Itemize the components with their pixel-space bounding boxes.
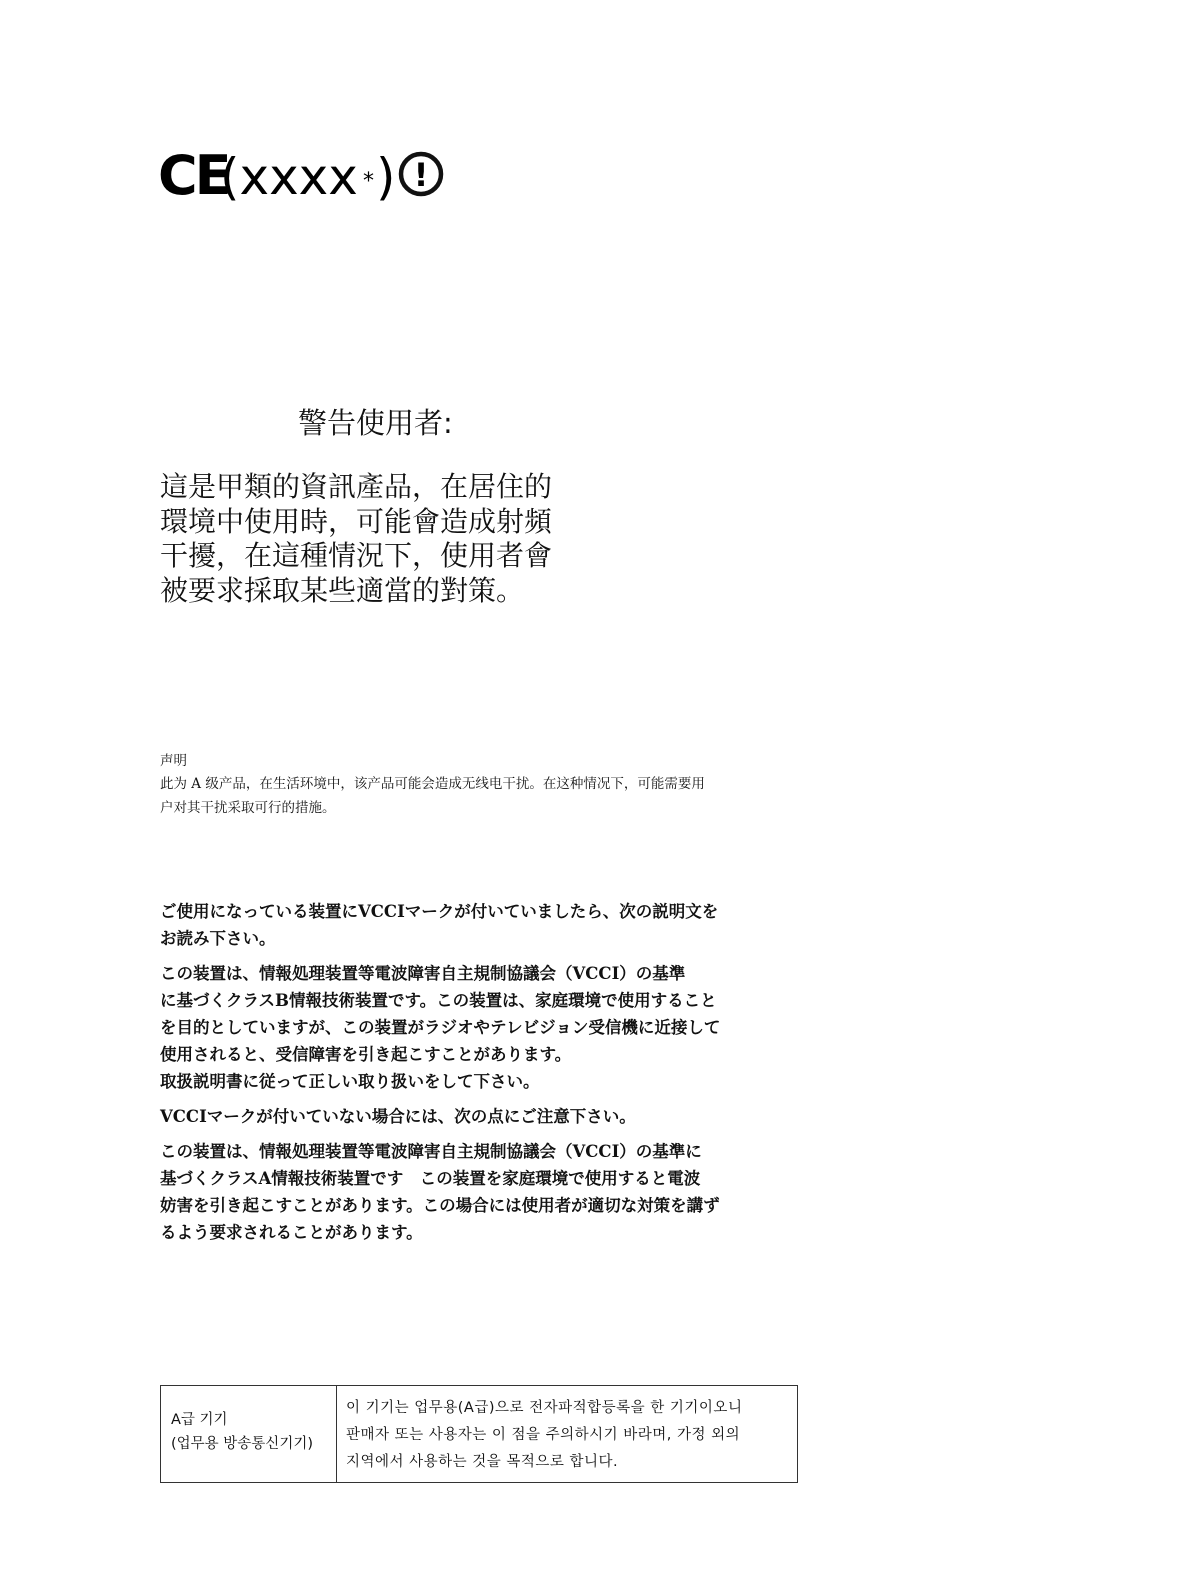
japan-notice-line: 取扱説明書に従って正しい取り扱いをして下さい。 — [160, 1072, 540, 1091]
alert-glyph: ! — [413, 156, 429, 194]
korea-notice-line: 이 기기는 업무용(A급)으로 전자파적합등록을 한 기기이오니 — [346, 1400, 743, 1416]
taiwan-notice-title: 警告使用者: — [298, 406, 453, 440]
korea-notice-line: 판매자 또는 사용자는 이 점을 주의하시기 바라며, 가정 외의 — [346, 1427, 741, 1443]
ce-asterisk: * — [363, 169, 374, 194]
japan-notice-line: に基づくクラスB情報技術装置です。この装置は、家庭環境で使用すること — [160, 991, 717, 1010]
korea-notice-text-cell — [337, 1386, 797, 1482]
ce-mark-logo — [158, 146, 458, 216]
korea-notice-line: 지역에서 사용하는 것을 목적으로 합니다. — [346, 1454, 619, 1470]
ce-notified-body-number: (xxxx — [220, 148, 358, 206]
taiwan-notice-line: 這是甲類的資訊產品，在居住的 — [160, 470, 553, 503]
china-notice — [160, 750, 780, 820]
japan-notice-line: 基づくクラスA情報技術装置です この装置を家庭環境で使用すると電波 — [160, 1169, 701, 1188]
ce-close-paren: ) — [376, 148, 396, 206]
korea-class-sublabel: (업무용 방송통신기기) — [171, 1436, 313, 1452]
korea-notice-table — [160, 1385, 798, 1483]
japan-notice-line: この装置は、情報処理装置等電波障害自主規制協議会（VCCI）の基準に — [160, 1142, 702, 1161]
china-notice-line: 此为 A 级产品，在生活环境中，该产品可能会造成无线电干扰。在这种情况下，可能需要用 — [160, 776, 705, 792]
japan-notice-line: この装置は、情報処理装置等電波障害自主規制協議会（VCCI）の基準 — [160, 964, 686, 983]
japan-notice-paragraph — [160, 960, 780, 1095]
china-notice-line: 户对其干扰采取可行的措施。 — [160, 800, 336, 816]
japan-notice-line: ご使用になっている装置にVCCIマークが付いていましたら、次の説明文を — [160, 902, 719, 921]
japan-vcci-notice — [160, 898, 780, 1254]
japan-notice-line: るよう要求されることがあります。 — [160, 1223, 423, 1242]
china-notice-title: 声明 — [160, 753, 187, 769]
taiwan-notice-line: 環境中使用時，可能會造成射頻 — [160, 504, 553, 538]
japan-notice-line: VCCIマークが付いていない場合には、次の点にご注意下さい。 — [160, 1107, 636, 1126]
korea-class-label: A급 기기 — [171, 1412, 228, 1428]
korea-notice-class-cell — [161, 1386, 337, 1482]
japan-notice-paragraph — [160, 898, 780, 952]
japan-notice-line: を目的としていますが、この装置がラジオやテレビジョン受信機に近接して — [160, 1018, 721, 1037]
japan-notice-paragraph — [160, 1103, 780, 1130]
japan-notice-line: お読み下さい。 — [160, 929, 276, 948]
exclamation-circle-icon — [401, 154, 441, 194]
ce-letters: CE — [158, 146, 229, 207]
taiwan-notice-line: 干擾，在這種情況下，使用者會 — [160, 539, 553, 572]
japan-notice-line: 妨害を引き起こすことがあります。この場合には使用者が適切な対策を講ず — [160, 1196, 720, 1215]
taiwan-notice-body — [160, 470, 590, 608]
japan-notice-paragraph — [160, 1138, 780, 1246]
taiwan-notice-line: 被要求採取某些適當的對策。 — [160, 573, 525, 607]
japan-notice-line: 使用されると、受信障害を引き起こすことがあります。 — [160, 1045, 572, 1064]
